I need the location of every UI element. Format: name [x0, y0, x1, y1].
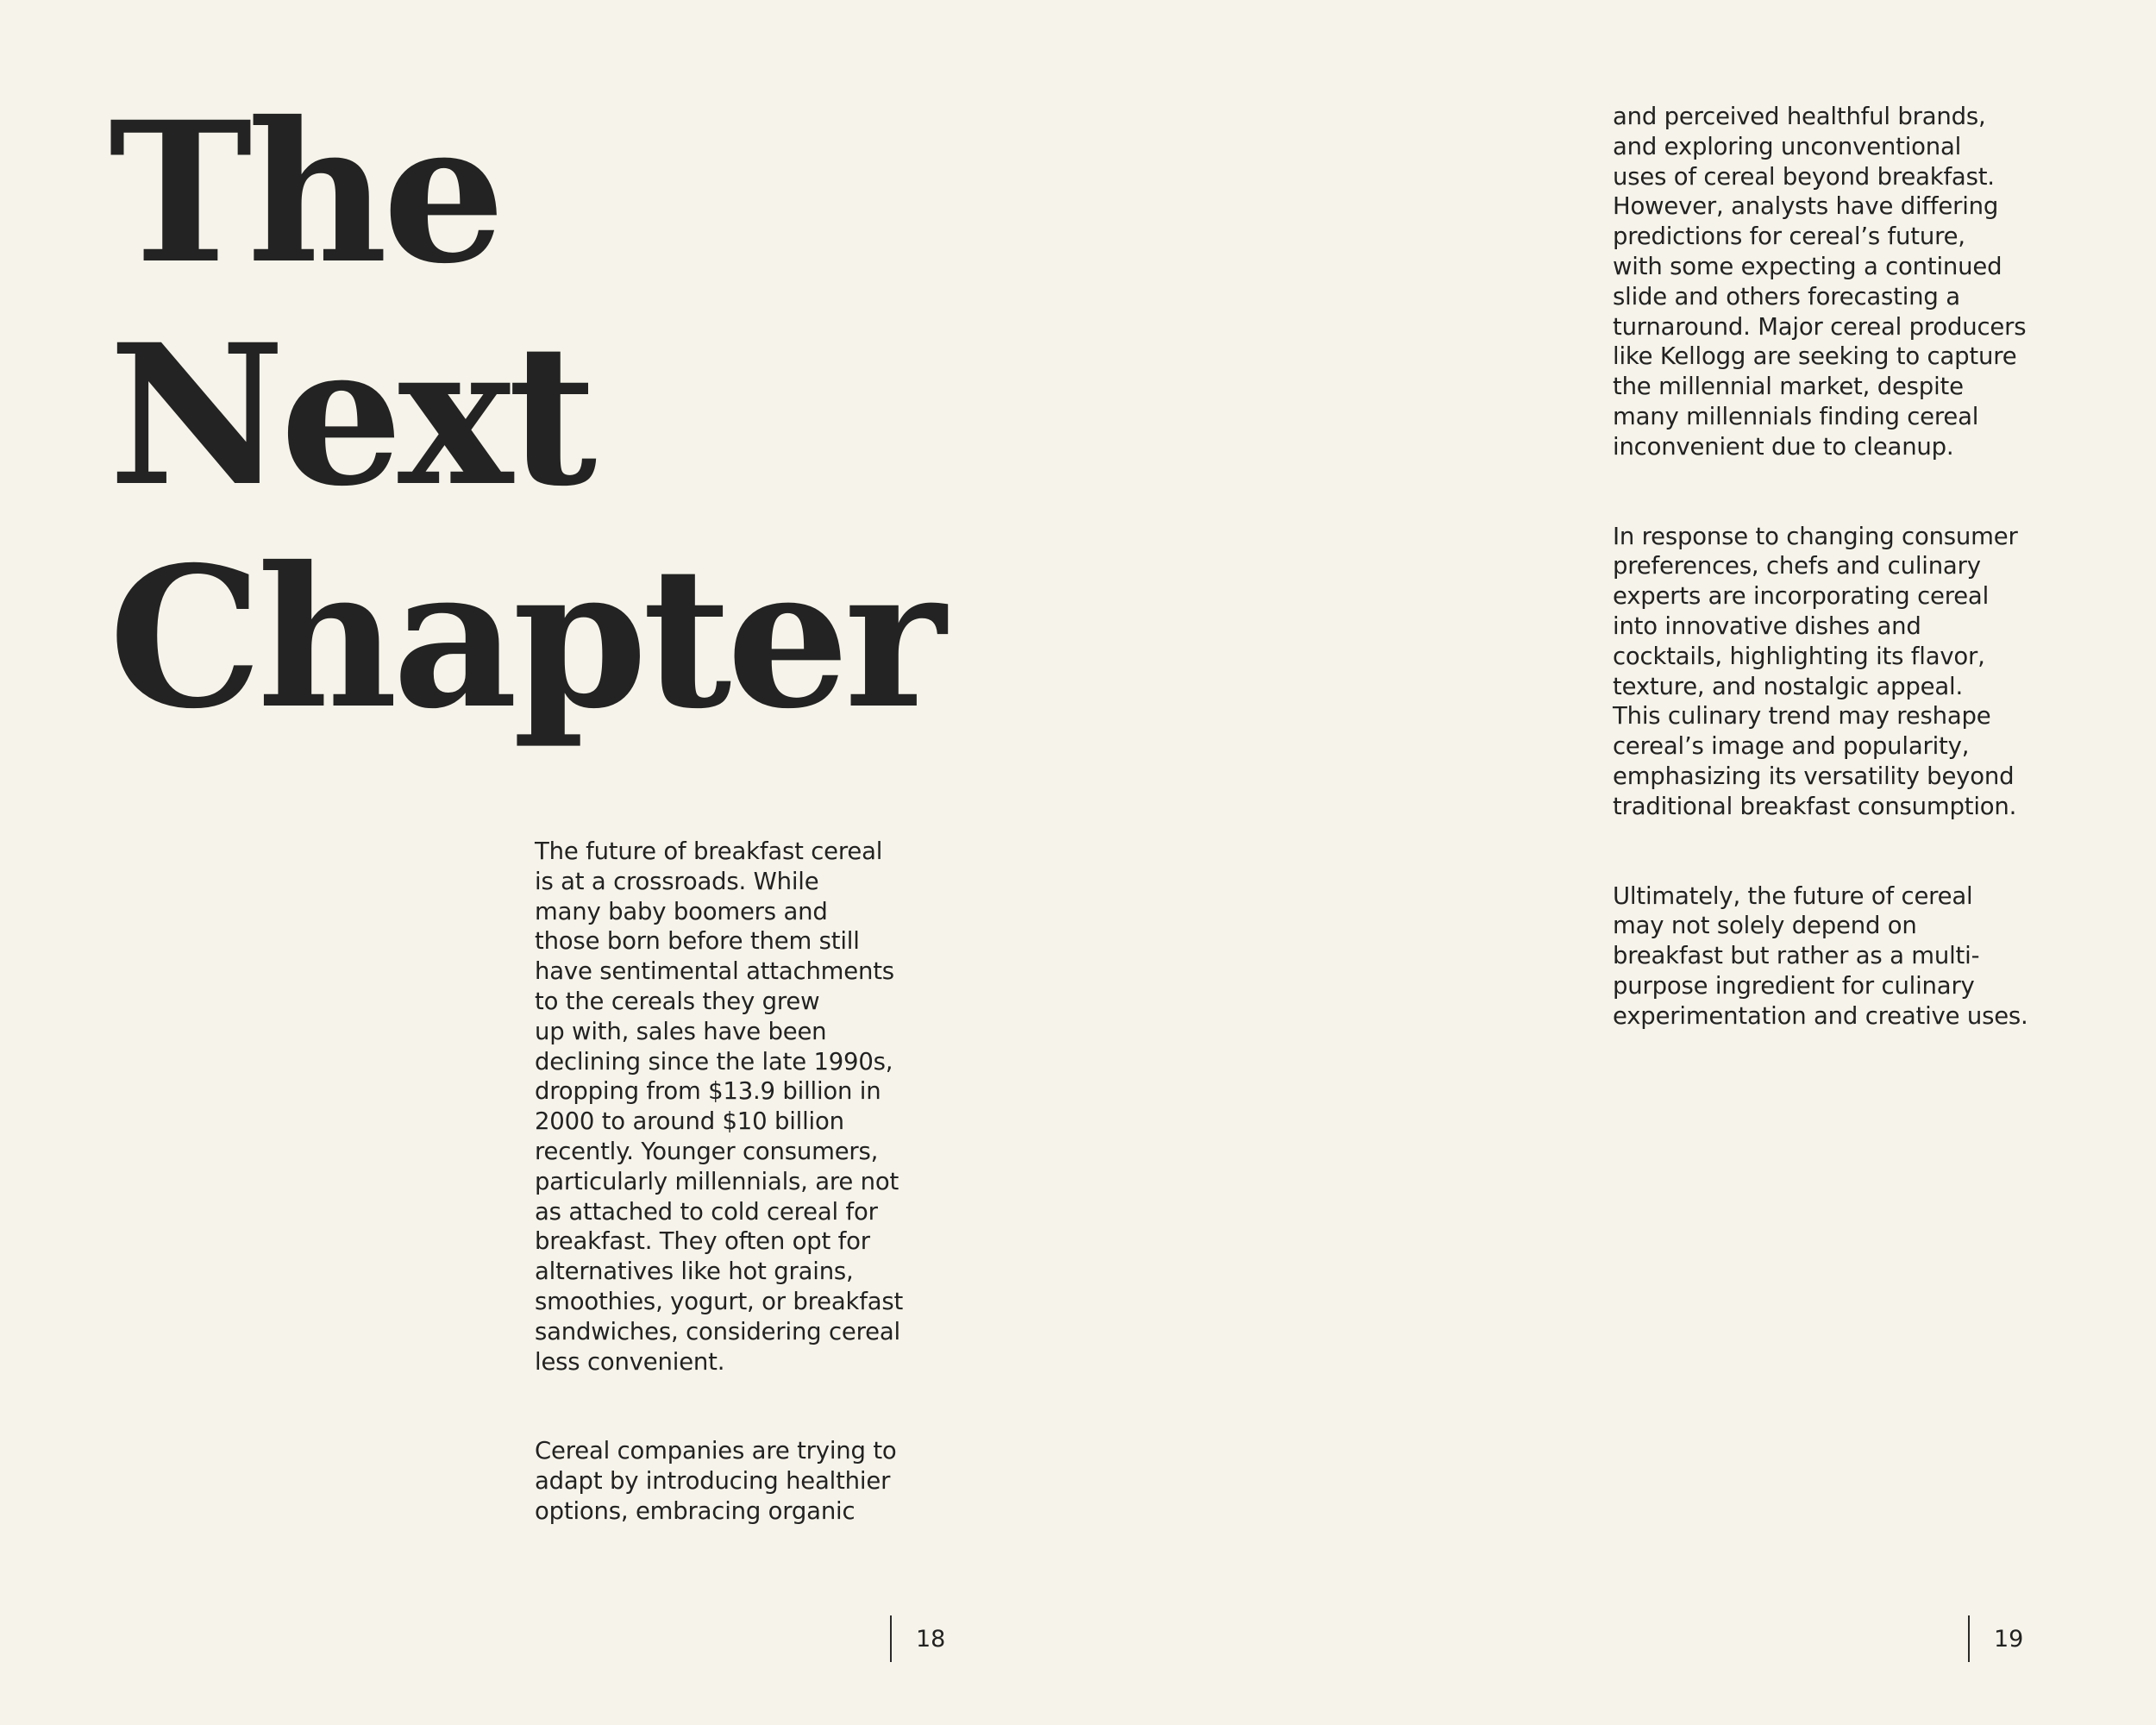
page-number: 19 — [1994, 1625, 2024, 1653]
chapter-title-line-3: Chapter — [109, 524, 941, 751]
folio-divider — [1968, 1615, 1970, 1662]
chapter-title-line-1: The — [109, 79, 501, 306]
left-body-column — [535, 837, 1018, 1527]
chapter-title — [109, 79, 941, 751]
body-paragraph: The future of breakfast cereal is at a crossroads. While many baby boomers and those born before them still have sentimental attachments to the cereals they grew up with, sales have been declining since the late 1990s, dropping from $13.9 billion in 2000 to around $10 billion recently. Younger consumers, particularly millennials, are not as attached to cold cereal for breakfast. They often opt for alternatives like hot grains, smoothies, yogurt, or breakfast sandwiches, considering cereal less convenient. — [535, 837, 904, 1376]
body-paragraph: and perceived healthful brands, and exploring unconventional uses of cereal beyond breakfast. However, analysts have differing predictions for cereal’s future, with some expecting a continued slide and others forecasting a turnaround. Major cereal producers like Kellogg are seeking to capture the millennial market, despite many millennials finding cereal inconvenient due to cleanup. — [1613, 103, 2027, 461]
body-paragraph: In response to changing consumer preferences, chefs and culinary experts are incorporating cereal into innovative dishes and cocktails, highlighting its flavor, texture, and nostalgic appeal. This culinary trend may reshape cereal’s image and popularity, emphasizing its versatility beyond traditional breakfast consumption. — [1613, 522, 2018, 820]
right-page — [1078, 0, 2156, 1725]
folio-divider — [890, 1615, 892, 1662]
body-paragraph: Cereal companies are trying to adapt by introducing healthier options, embracing organic — [535, 1437, 897, 1525]
page-number-footer-left — [890, 1615, 945, 1662]
body-paragraph: Ultimately, the future of cereal may not solely depend on breakfast but rather as a multi- purpose ingredient for culinary experimentation and creative uses. — [1613, 881, 2028, 1030]
chapter-title-line-2: Next — [109, 302, 592, 529]
page-number: 18 — [916, 1625, 946, 1653]
right-body-column — [1613, 102, 2096, 1032]
page-number-footer-right — [1968, 1615, 2023, 1662]
